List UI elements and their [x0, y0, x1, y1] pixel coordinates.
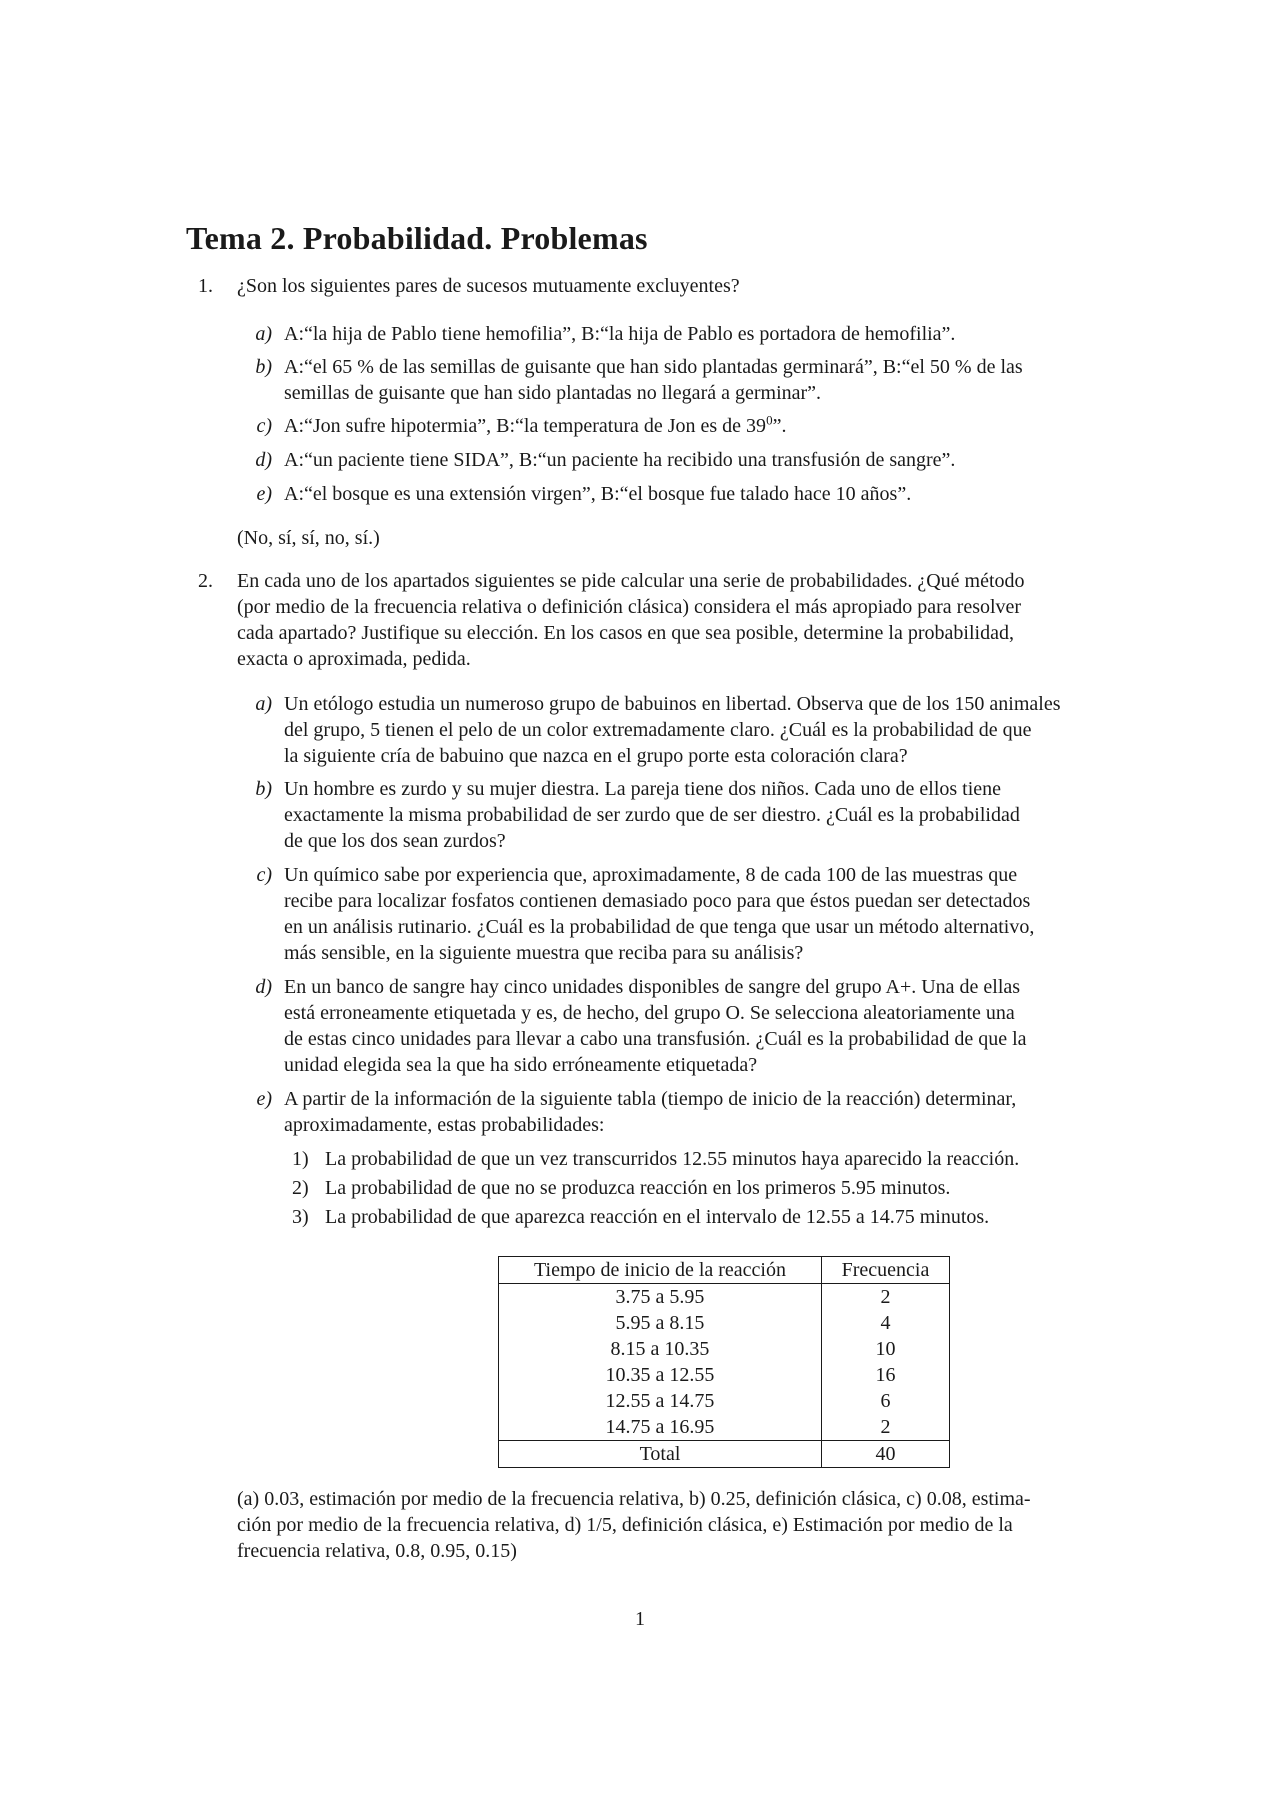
q2-item-e-label: e): [256, 1088, 272, 1110]
question-1-number: 1.: [198, 275, 213, 297]
q2-item-b-line1: Un hombre es zurdo y su mujer diestra. La pareja tiene dos niños. Cada uno de ellos tiene: [284, 778, 1002, 800]
q1-item-e: A:“el bosque es una extensión virgen”, B:“el bosque fue talado hace 10 años”.: [284, 483, 912, 505]
table-row: [499, 1362, 950, 1388]
q2-item-d-line3: de estas cinco unidades para llevar a cabo una transfusión. ¿Cuál es la probabilidad de que la: [284, 1028, 1027, 1050]
table-cell-interval: 14.75 a 16.95: [499, 1414, 822, 1441]
q1-item-c-label: c): [256, 415, 272, 437]
q2-intro-line1: En cada uno de los apartados siguientes se pide calcular una serie de probabilidades. ¿Qué método: [237, 570, 1025, 592]
q2-item-d-line2: está erroneamente etiquetada y es, de hecho, del grupo O. Se selecciona aleatoriamente una: [284, 1002, 1015, 1024]
q2-answer-line3: frecuencia relativa, 0.8, 0.95, 0.15): [237, 1540, 517, 1562]
table-row: [499, 1388, 950, 1414]
table-cell-interval: 12.55 a 14.75: [499, 1388, 822, 1414]
subitem-3: La probabilidad de que aparezca reacción en el intervalo de 12.55 a 14.75 minutos.: [325, 1206, 990, 1228]
table-row: [499, 1414, 950, 1441]
q2-item-d-line1: En un banco de sangre hay cinco unidades disponibles de sangre del grupo A+. Una de ellas: [284, 976, 1021, 998]
q1-answer: (No, sí, sí, no, sí.): [237, 527, 380, 549]
table-row: [499, 1336, 950, 1362]
subitem-2-label: 2): [292, 1177, 309, 1199]
q2-item-c-line1: Un químico sabe por experiencia que, aproximadamente, 8 de cada 100 de las muestras que: [284, 864, 1018, 886]
question-2-number: 2.: [198, 570, 213, 592]
table-cell-frequency: 16: [822, 1362, 950, 1388]
q2-item-a-line3: la siguiente cría de babuino que nazca en el grupo porte esta coloración clara?: [284, 745, 908, 767]
table-cell-interval: 5.95 a 8.15: [499, 1310, 822, 1336]
q2-item-b-line3: de que los dos sean zurdos?: [284, 830, 506, 852]
subitem-1: La probabilidad de que un vez transcurridos 12.55 minutos haya aparecido la reacción.: [325, 1148, 1020, 1170]
q2-item-e-line1: A partir de la información de la siguiente tabla (tiempo de inicio de la reacción) determinar,: [284, 1088, 1017, 1110]
q2-item-c-line2: recibe para localizar fosfatos contienen demasiado poco para que éstos puedan ser detectados: [284, 890, 1031, 912]
q2-item-b-label: b): [255, 778, 272, 800]
table-header-row: [499, 1257, 950, 1284]
q2-item-b-line2: exactamente la misma probabilidad de ser zurdo que de ser diestro. ¿Cuál es la probabilidad: [284, 804, 1020, 826]
table-cell-interval: 10.35 a 12.55: [499, 1362, 822, 1388]
q2-item-c-line3: en un análisis rutinario. ¿Cuál es la probabilidad de que tenga que usar un método alternativo,: [284, 916, 1035, 938]
q1-item-a: A:“la hija de Pablo tiene hemofilia”, B:“la hija de Pablo es portadora de hemofilia”.: [284, 323, 956, 345]
subitem-2: La probabilidad de que no se produzca reacción en los primeros 5.95 minutos.: [325, 1177, 951, 1199]
question-1-text: ¿Son los siguientes pares de sucesos mutuamente excluyentes?: [237, 275, 740, 297]
table-row: [499, 1284, 950, 1311]
subitem-1-label: 1): [292, 1148, 309, 1170]
page-number: 1: [635, 1608, 645, 1630]
table-header-frequency: Frecuencia: [822, 1257, 950, 1284]
q2-item-a-label: a): [255, 693, 272, 715]
table-total-label: Total: [499, 1441, 822, 1468]
q2-answer-line2: ción por medio de la frecuencia relativa, d) 1/5, definición clásica, e) Estimación por medio de la: [237, 1514, 1013, 1536]
degree-superscript: 0: [766, 412, 773, 428]
table-total-value: 40: [822, 1441, 950, 1468]
q2-intro-line3: cada apartado? Justifique su elección. En los casos en que sea posible, determine la probabilidad,: [237, 622, 1014, 644]
table-total-row: [499, 1441, 950, 1468]
q2-item-d-label: d): [255, 976, 272, 998]
q1-item-d-label: d): [255, 449, 272, 471]
q1-item-c: [284, 413, 786, 439]
q1-item-e-label: e): [256, 483, 272, 505]
q2-item-e-line2: aproximadamente, estas probabilidades:: [284, 1114, 605, 1136]
q2-answer-line1: (a) 0.03, estimación por medio de la frecuencia relativa, b) 0.25, definición clásica, c) 0.08, estima-: [237, 1488, 1031, 1510]
page-title: Tema 2. Probabilidad. Problemas: [186, 220, 648, 256]
q2-item-a-line2: del grupo, 5 tienen el pelo de un color extremadamente claro. ¿Cuál es la probabilidad de que: [284, 719, 1032, 741]
q1-item-b-label: b): [255, 356, 272, 378]
table-cell-frequency: 4: [822, 1310, 950, 1336]
table-row: [499, 1310, 950, 1336]
q1-item-b-line2: semillas de guisante que han sido plantadas no llegará a germinar”.: [284, 382, 822, 404]
table-header-time: Tiempo de inicio de la reacción: [499, 1257, 822, 1284]
q2-item-c-line4: más sensible, en la siguiente muestra que reciba para su análisis?: [284, 942, 804, 964]
table-cell-frequency: 2: [822, 1284, 950, 1311]
table-cell-frequency: 2: [822, 1414, 950, 1441]
q1-item-c-text: A:“Jon sufre hipotermia”, B:“la temperatura de Jon es de 39: [284, 415, 767, 437]
q2-intro-line4: exacta o aproximada, pedida.: [237, 648, 471, 670]
table-cell-frequency: 10: [822, 1336, 950, 1362]
q2-item-d-line4: unidad elegida sea la que ha sido erróneamente etiquetada?: [284, 1054, 758, 1076]
table-cell-frequency: 6: [822, 1388, 950, 1414]
q2-item-a-line1: Un etólogo estudia un numeroso grupo de babuinos en libertad. Observa que de los 150 animales: [284, 693, 1061, 715]
frequency-table: [498, 1256, 950, 1468]
subitem-3-label: 3): [292, 1206, 309, 1228]
q2-intro-line2: (por medio de la frecuencia relativa o definición clásica) considera el más apropiado para resolver: [237, 596, 1022, 618]
table-cell-interval: 3.75 a 5.95: [499, 1284, 822, 1311]
q1-item-d: A:“un paciente tiene SIDA”, B:“un paciente ha recibido una transfusión de sangre”.: [284, 449, 956, 471]
q1-item-c-tail: ”.: [772, 415, 787, 437]
table-cell-interval: 8.15 a 10.35: [499, 1336, 822, 1362]
q2-item-c-label: c): [256, 864, 272, 886]
q1-item-a-label: a): [255, 323, 272, 345]
q1-item-b-line1: A:“el 65 % de las semillas de guisante que han sido plantadas germinará”, B:“el 50 % de las: [284, 356, 1023, 378]
